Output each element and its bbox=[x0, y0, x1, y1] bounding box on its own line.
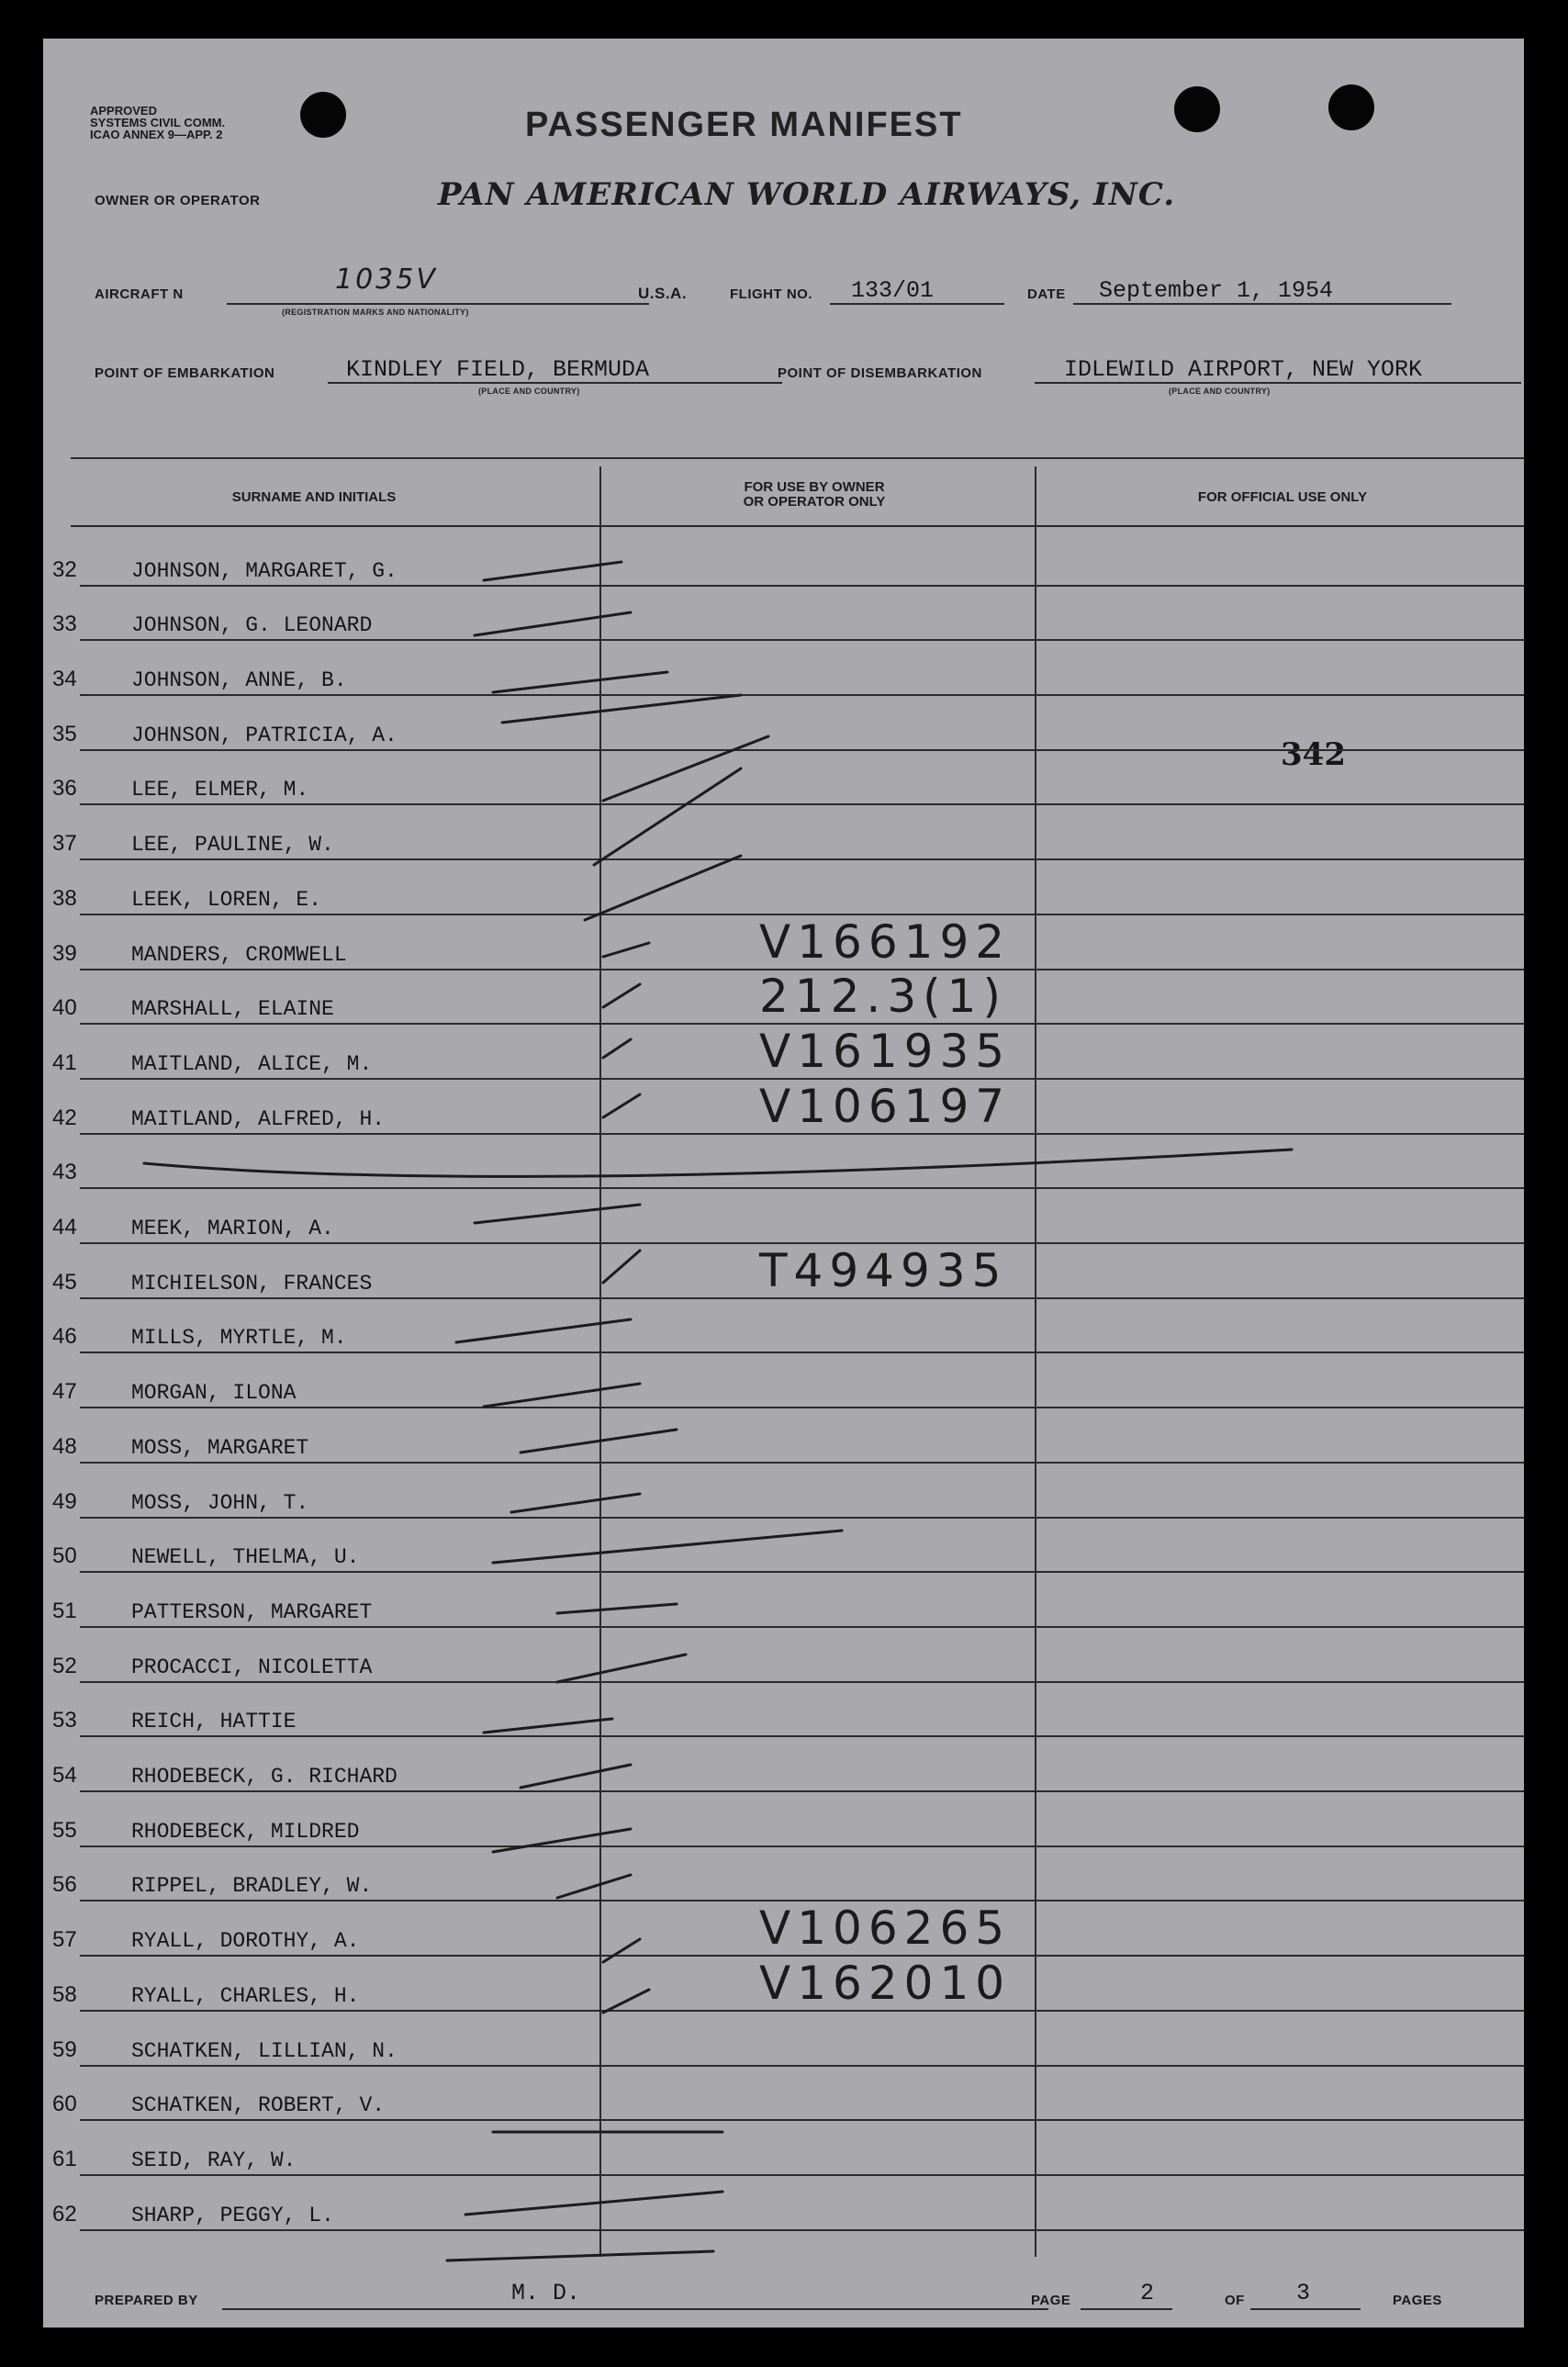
row-number: 47 bbox=[52, 1379, 77, 1405]
passenger-name: PATTERSON, MARGARET bbox=[131, 1599, 373, 1624]
registration-sublabel: (REGISTRATION MARKS AND NATIONALITY) bbox=[282, 308, 469, 317]
check-mark bbox=[603, 1939, 640, 1962]
row-number: 56 bbox=[52, 1872, 77, 1898]
page-label: PAGE bbox=[1031, 2293, 1071, 2308]
check-mark bbox=[493, 1531, 842, 1563]
of-underline bbox=[1250, 2308, 1361, 2310]
check-mark bbox=[521, 1430, 677, 1453]
passenger-name: SEID, RAY, W. bbox=[131, 2148, 297, 2172]
row-number: 57 bbox=[52, 1927, 77, 1953]
row-number: 48 bbox=[52, 1433, 77, 1459]
passenger-name: RYALL, DOROTHY, A. bbox=[131, 1929, 360, 1954]
row-number: 32 bbox=[52, 556, 77, 582]
row-number: 58 bbox=[52, 1981, 77, 2007]
check-mark bbox=[603, 736, 768, 801]
row-number: 55 bbox=[52, 1817, 77, 1843]
row-number: 62 bbox=[52, 2201, 77, 2227]
row-number: 36 bbox=[52, 776, 77, 802]
passenger-name: MOSS, JOHN, T. bbox=[131, 1490, 309, 1515]
handwritten-note: T494935 bbox=[759, 1243, 1008, 1297]
row-number: 39 bbox=[52, 940, 77, 966]
date-label: DATE bbox=[1027, 286, 1066, 302]
check-mark bbox=[603, 1990, 649, 2013]
passenger-name: MICHIELSON, FRANCES bbox=[131, 1271, 373, 1296]
page-title: PASSENGER MANIFEST bbox=[525, 106, 963, 144]
approval-note-line: ICAO ANNEX 9—APP. 2 bbox=[90, 128, 223, 141]
embarkation-value: KINDLEY FIELD, BERMUDA bbox=[346, 356, 650, 383]
approval-note-line: SYSTEMS CIVIL COMM. bbox=[90, 116, 226, 129]
disembarkation-sublabel: (PLACE AND COUNTRY) bbox=[1169, 387, 1271, 396]
row-number: 35 bbox=[52, 721, 77, 746]
aircraft-value: 1035V bbox=[335, 264, 438, 296]
check-mark bbox=[603, 1094, 640, 1117]
check-mark bbox=[502, 695, 741, 723]
check-mark bbox=[557, 1604, 677, 1613]
passenger-name: JOHNSON, ANNE, B. bbox=[131, 668, 347, 693]
check-mark bbox=[521, 1765, 631, 1788]
check-mark bbox=[557, 1875, 631, 1898]
row-number: 38 bbox=[52, 885, 77, 911]
check-mark bbox=[484, 1384, 640, 1407]
row-number: 50 bbox=[52, 1543, 77, 1569]
check-marks bbox=[43, 39, 1524, 2328]
row-number: 44 bbox=[52, 1215, 77, 1240]
passenger-name: JOHNSON, PATRICIA, A. bbox=[131, 723, 398, 747]
check-mark bbox=[511, 1494, 640, 1512]
passenger-name: MAITLAND, ALICE, M. bbox=[131, 1051, 373, 1076]
disembarkation-value: IDLEWILD AIRPORT, NEW YORK bbox=[1064, 356, 1423, 383]
handwritten-note: V166192 bbox=[759, 914, 1012, 969]
check-mark bbox=[493, 672, 667, 692]
passenger-name: RHODEBECK, MILDRED bbox=[131, 1819, 360, 1844]
page-underline bbox=[1081, 2308, 1172, 2310]
prepared-by-label: PREPARED BY bbox=[95, 2293, 198, 2308]
owner-label: OWNER OR OPERATOR bbox=[95, 193, 261, 208]
manifest-form bbox=[43, 39, 1524, 2328]
row-number: 33 bbox=[52, 611, 77, 637]
prepared-by-value: M. D. bbox=[511, 2280, 581, 2306]
row-number: 46 bbox=[52, 1324, 77, 1350]
passenger-name: JOHNSON, G. LEONARD bbox=[131, 613, 373, 638]
check-mark bbox=[475, 1205, 640, 1223]
passenger-name: MANDERS, CROMWELL bbox=[131, 942, 347, 967]
passenger-name: SHARP, PEGGY, L. bbox=[131, 2203, 334, 2227]
row-number: 40 bbox=[52, 995, 77, 1021]
passenger-name: JOHNSON, MARGARET, G. bbox=[131, 558, 398, 583]
check-mark bbox=[585, 856, 741, 920]
check-mark bbox=[456, 1319, 631, 1342]
pages-label: PAGES bbox=[1393, 2293, 1442, 2308]
passenger-name: RYALL, CHARLES, H. bbox=[131, 1983, 360, 2008]
col-official-use: FOR OFFICIAL USE ONLY bbox=[1197, 489, 1368, 505]
flight-label: FLIGHT NO. bbox=[730, 286, 812, 302]
prepared-by-underline bbox=[222, 2308, 1048, 2310]
handwritten-note: V161935 bbox=[759, 1024, 1012, 1078]
check-mark bbox=[603, 943, 649, 957]
col-owner-use-line: FOR USE BY OWNER bbox=[744, 479, 885, 495]
of-value: 3 bbox=[1296, 2280, 1311, 2306]
embarkation-sublabel: (PLACE AND COUNTRY) bbox=[478, 387, 580, 396]
passenger-name: MAITLAND, ALFRED, H. bbox=[131, 1106, 386, 1131]
flight-value: 133/01 bbox=[851, 277, 935, 304]
check-mark bbox=[484, 562, 622, 580]
check-mark bbox=[603, 1251, 640, 1283]
check-mark bbox=[594, 768, 741, 865]
check-mark bbox=[603, 984, 640, 1007]
passenger-name: LEE, PAULINE, W. bbox=[131, 833, 334, 858]
passenger-name: SCHATKEN, ROBERT, V. bbox=[131, 2093, 386, 2118]
check-mark bbox=[475, 612, 631, 635]
row-number: 42 bbox=[52, 1105, 77, 1130]
row-number: 37 bbox=[52, 831, 77, 857]
check-mark bbox=[447, 2251, 713, 2260]
owner-value: PAN AMERICAN WORLD AIRWAYS, INC. bbox=[438, 176, 1176, 213]
row-number: 59 bbox=[52, 2036, 77, 2062]
approval-note-line: APPROVED bbox=[90, 104, 157, 118]
disembarkation-label: POINT OF DISEMBARKATION bbox=[778, 365, 982, 381]
check-mark bbox=[144, 1150, 1292, 1176]
passenger-name: MILLS, MYRTLE, M. bbox=[131, 1326, 347, 1351]
row-number: 45 bbox=[52, 1269, 77, 1295]
date-value: September 1, 1954 bbox=[1099, 277, 1334, 304]
row-number: 60 bbox=[52, 2092, 77, 2117]
row-number: 54 bbox=[52, 1763, 77, 1789]
row-number: 43 bbox=[52, 1160, 77, 1185]
row-number: 53 bbox=[52, 1708, 77, 1733]
passenger-name: MORGAN, ILONA bbox=[131, 1381, 297, 1406]
col-surname: SURNAME AND INITIALS bbox=[231, 489, 397, 505]
passenger-name: SCHATKEN, LILLIAN, N. bbox=[131, 2038, 398, 2063]
passenger-name: REICH, HATTIE bbox=[131, 1710, 297, 1734]
check-mark bbox=[557, 1655, 686, 1682]
passenger-name: LEEK, LOREN, E. bbox=[131, 887, 322, 912]
check-mark bbox=[484, 1719, 612, 1733]
passenger-name: NEWELL, THELMA, U. bbox=[131, 1545, 360, 1570]
stamp-number: 342 bbox=[1281, 736, 1346, 773]
nationality: U.S.A. bbox=[638, 285, 688, 302]
passenger-name: PROCACCI, NICOLETTA bbox=[131, 1655, 373, 1679]
passenger-name: RHODEBECK, G. RICHARD bbox=[131, 1765, 398, 1789]
row-number: 34 bbox=[52, 667, 77, 692]
check-mark bbox=[603, 1039, 631, 1058]
row-number: 61 bbox=[52, 2146, 77, 2171]
col-owner-use-line: OR OPERATOR ONLY bbox=[743, 494, 886, 510]
row-number: 52 bbox=[52, 1653, 77, 1678]
handwritten-note: 212.3(1) bbox=[759, 970, 1007, 1024]
check-mark bbox=[493, 1829, 631, 1852]
passenger-name: LEE, ELMER, M. bbox=[131, 778, 309, 802]
passenger-name: MOSS, MARGARET bbox=[131, 1435, 309, 1460]
row-number: 51 bbox=[52, 1598, 77, 1623]
of-label: OF bbox=[1225, 2293, 1245, 2308]
passenger-name: MEEK, MARION, A. bbox=[131, 1217, 334, 1241]
row-number: 41 bbox=[52, 1049, 77, 1075]
check-mark bbox=[465, 2192, 722, 2215]
passenger-name: RIPPEL, BRADLEY, W. bbox=[131, 1874, 373, 1899]
handwritten-note: V162010 bbox=[759, 1956, 1012, 2010]
aircraft-label: AIRCRAFT N bbox=[95, 286, 184, 302]
handwritten-note: V106265 bbox=[759, 1901, 1012, 1956]
handwritten-note: V106197 bbox=[759, 1079, 1012, 1133]
passenger-name: MARSHALL, ELAINE bbox=[131, 997, 334, 1022]
page-value: 2 bbox=[1140, 2280, 1155, 2306]
row-number: 49 bbox=[52, 1488, 77, 1514]
embarkation-label: POINT OF EMBARKATION bbox=[95, 365, 275, 381]
